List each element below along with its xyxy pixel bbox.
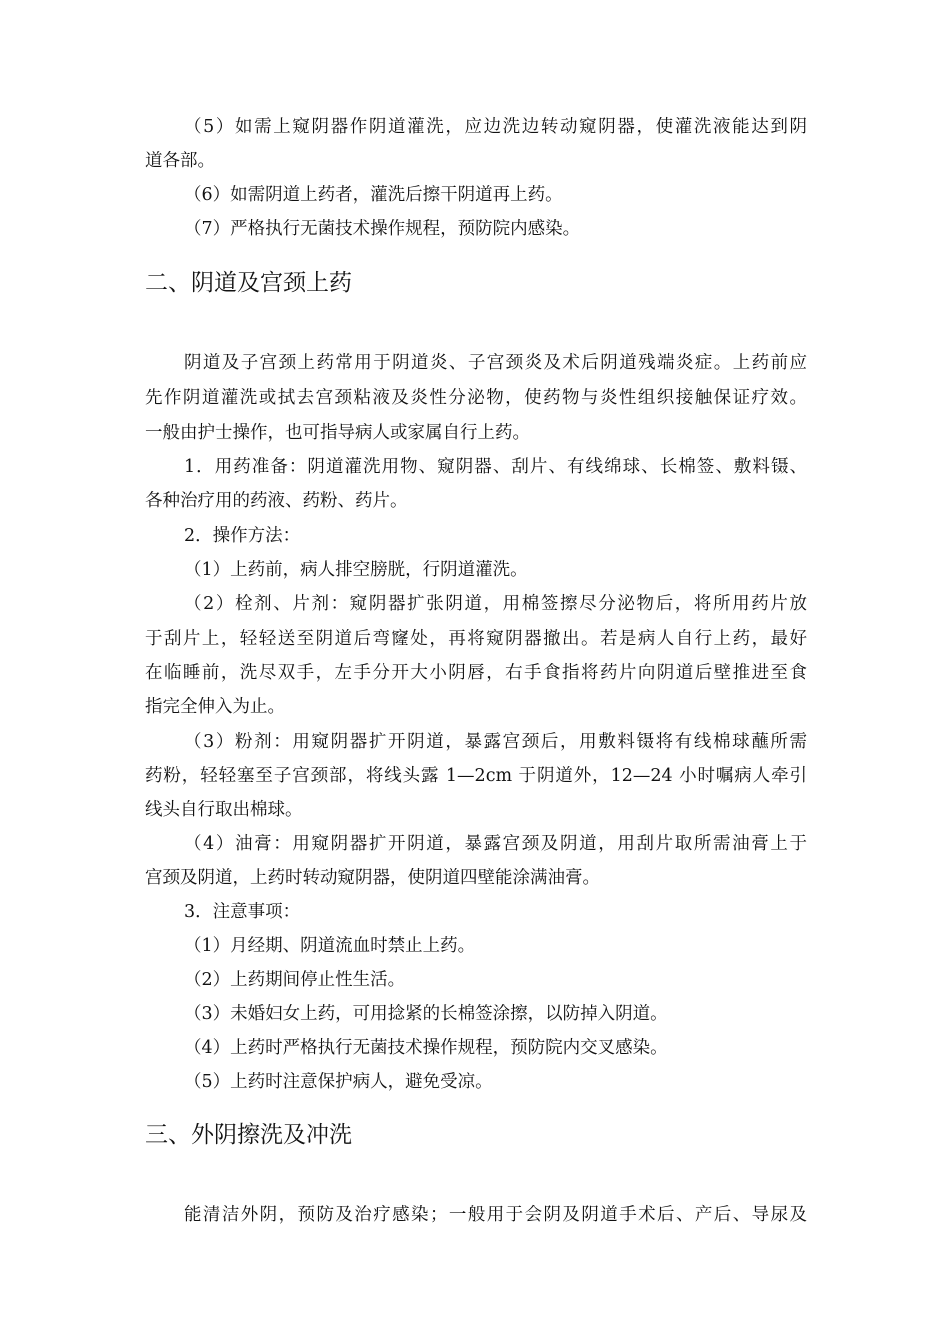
- section2-note-2: （2）上药期间停止性生活。: [184, 970, 406, 990]
- section2-method-2-line4: 指完全伸入为止。: [145, 697, 285, 717]
- section2-method-3-line1: （3）粉剂：用窥阴器扩开阴道，暴露宫颈后，用敷料镊将有线棉球蘸所需: [184, 732, 807, 752]
- section2-note-1: （1）月经期、阴道流血时禁止上药。: [184, 936, 476, 956]
- section2-method-4-line1: （4）油膏：用窥阴器扩开阴道，暴露宫颈及阴道，用刮片取所需油膏上于: [184, 834, 807, 854]
- section1-item6: （6）如需阴道上药者，灌洗后擦干阴道再上药。: [184, 185, 563, 205]
- section2-method-1: （1）上药前，病人排空膀胱，行阴道灌洗。: [184, 560, 528, 580]
- section2-note-3: （3）未婚妇女上药，可用捻紧的长棉签涂擦，以防掉入阴道。: [184, 1004, 668, 1024]
- section1-item7: （7）严格执行无菌技术操作规程，预防院内感染。: [184, 219, 581, 239]
- section2-notes-title: 3．注意事项：: [184, 902, 301, 922]
- section2-method-2-line3: 在临睡前，洗尽双手，左手分开大小阴唇，右手食指将药片向阴道后壁推进至食: [145, 663, 807, 683]
- section2-method-title: 2．操作方法：: [184, 526, 301, 546]
- section2-method-2-line1: （2）栓剂、片剂：窥阴器扩张阴道，用棉签擦尽分泌物后，将所用药片放: [184, 594, 807, 614]
- section1-item5-line1: （5）如需上窥阴器作阴道灌洗，应边洗边转动窥阴器，使灌洗液能达到阴: [184, 117, 807, 137]
- section2-prep-line2: 各种治疗用的药液、药粉、药片。: [145, 491, 408, 511]
- section2-note-5: （5）上药时注意保护病人，避免受凉。: [184, 1072, 493, 1092]
- section2-prep-line1: 1．用药准备：阴道灌洗用物、窥阴器、刮片、有线绵球、长棉签、敷料镊、: [184, 457, 807, 477]
- section2-method-4-line2: 宫颈及阴道，上药时转动窥阴器，使阴道四壁能涂满油膏。: [145, 868, 600, 888]
- section2-intro-line1: 阴道及子宫颈上药常用于阴道炎、子宫颈炎及术后阴道残端炎症。上药前应: [184, 353, 807, 373]
- section2-method-3-line3: 线头自行取出棉球。: [145, 800, 303, 820]
- section2-intro-line3: 一般由护士操作，也可指导病人或家属自行上药。: [145, 423, 530, 443]
- section2-intro-line2: 先作阴道灌洗或拭去宫颈粘液及炎性分泌物，使药物与炎性组织接触保证疗效。: [145, 388, 807, 408]
- section2-method-2-line2: 于刮片上，轻轻送至阴道后弯窿处，再将窥阴器撤出。若是病人自行上药，最好: [145, 629, 807, 649]
- section2-method-3-line2: 药粉，轻轻塞至子宫颈部，将线头露 1—2cm 于阴道外，12—24 小时嘱病人牵引: [145, 766, 807, 786]
- section3-heading: 三、外阴擦洗及冲洗: [145, 1122, 352, 1148]
- section1-item5-line2: 道各部。: [145, 151, 215, 171]
- section2-note-4: （4）上药时严格执行无菌技术操作规程，预防院内交叉感染。: [184, 1038, 668, 1058]
- section2-heading: 二、阴道及宫颈上药: [145, 270, 352, 296]
- section3-intro-line1: 能清洁外阴，预防及治疗感染；一般用于会阴及阴道手术后、产后、导尿及: [184, 1205, 807, 1225]
